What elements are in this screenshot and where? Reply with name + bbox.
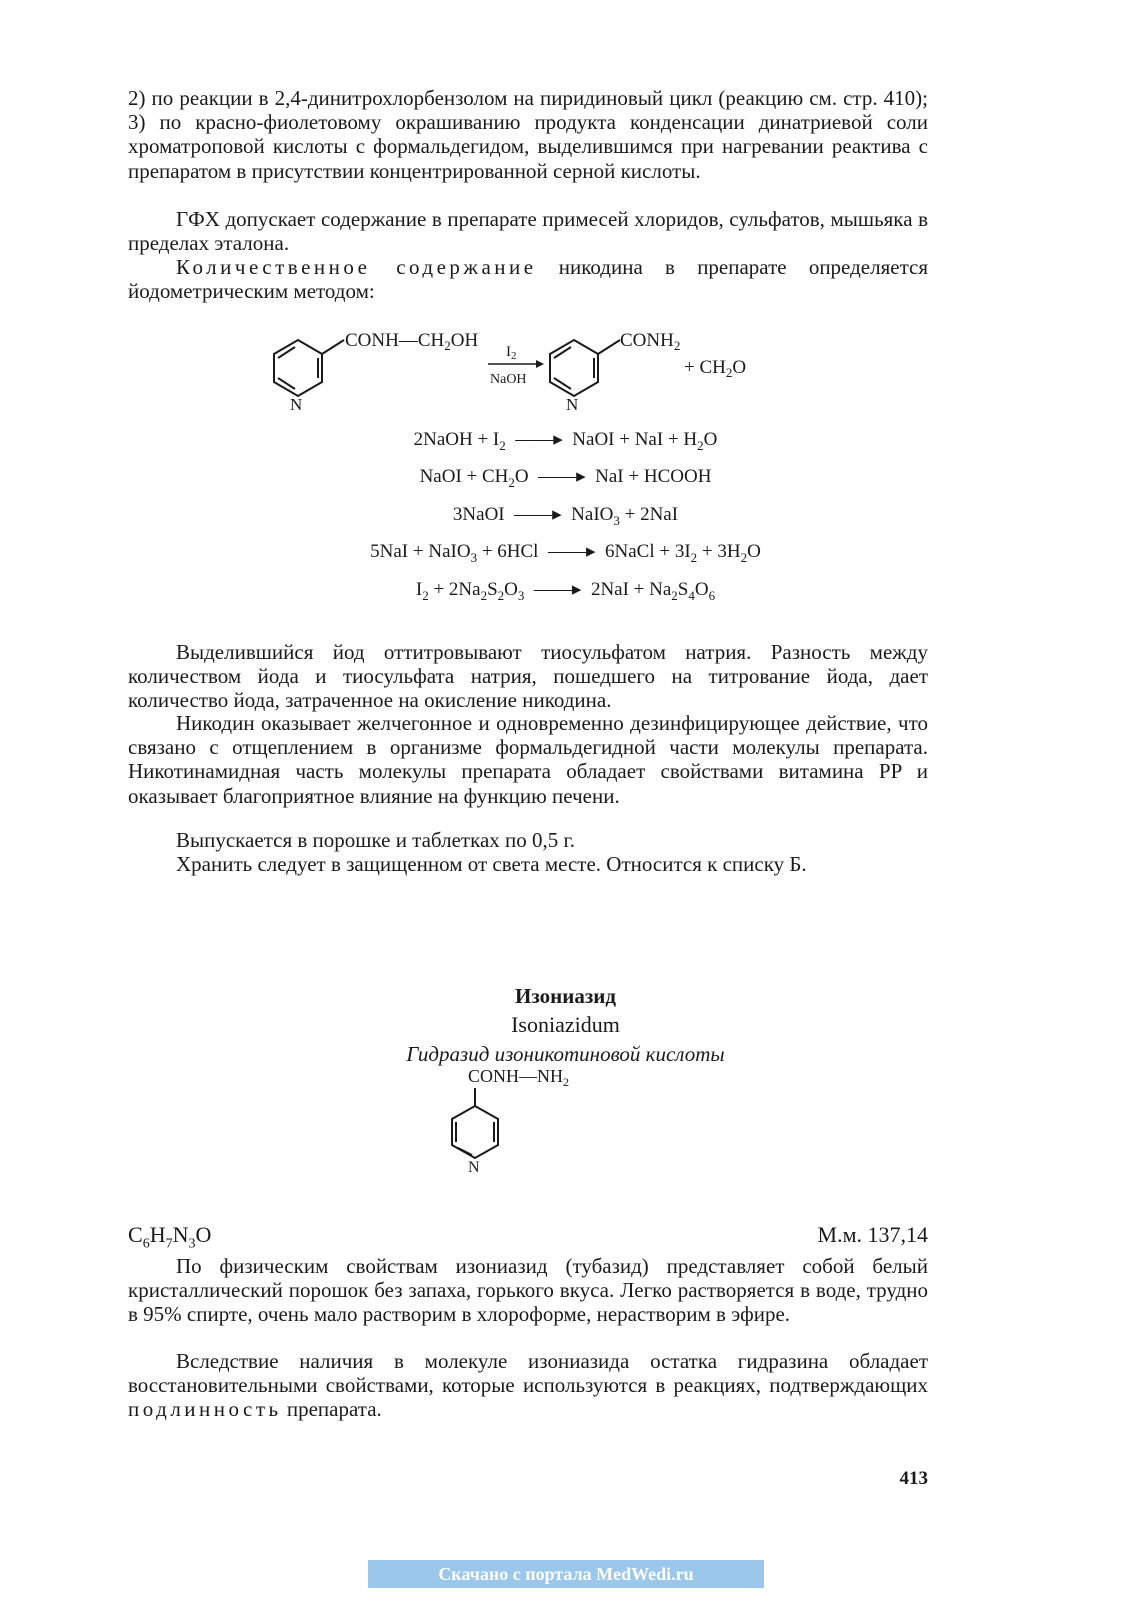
paragraph-text: никодина в препарате определяется йодометрическим методом:	[128, 255, 928, 304]
paragraph-text: Выделившийся йод оттитровывают тиосульфатом натрия. Разность между количеством йода и тиосульфата натрия, пошедшего на титрование йода, дает количество йода, затраченное на окисление никодина.	[128, 640, 928, 713]
paragraph-text: Выпускается в порошке и таблетках по 0,5 г.	[176, 828, 576, 852]
monograph-chemical-name: Гидразид изоникотиновой кислоты	[406, 1042, 725, 1066]
pyridine-ring-product	[550, 340, 620, 396]
paragraph-text: Хранить следует в защищенном от света месте. Относится к списку Б.	[176, 852, 807, 876]
molecular-formula: $C_6H_7N_3O$	[128, 1222, 212, 1252]
product-substituent-label: $CONH_2$	[620, 330, 681, 353]
isoniazid-structure	[420, 1060, 620, 1180]
equation-5: $I_2 + 2Na_2S_2O_3$ ——▸ $2NaI + Na_2S_4O_6$	[415, 579, 716, 603]
paragraph-text: Никодин оказывает желчегонное и одновременно дезинфицирующее действие, что связано с отщеплением в организме формальдегидной части молекулы препарата. Никотинамидная часть молекулы препарата обладает свойствами витамина PP и оказывает благоприятное влияние на функцию печени.	[128, 711, 928, 808]
equation-1: 2NaOH + $I_2$ ——▸ NaOI + NaI + $H_2O$	[413, 429, 718, 453]
paragraph-text: ГФХ допускает содержание в препарате примесей хлоридов, сульфатов, мышьяка в пределах эталона.	[128, 207, 928, 256]
paragraph-dosage-form	[128, 828, 928, 852]
paragraph-impurities	[128, 207, 928, 255]
pyridine-ring-isoniazid	[452, 1088, 498, 1158]
equation-4: 5NaI + NaIO$_3$ + 6HCl ——▸ 6NaCl + $3I_2 + 3H_2O$	[370, 541, 761, 565]
reactant-substituent-label: $CONH—CH_2OH$	[345, 330, 479, 353]
spaced-term: Количественное содержание	[176, 255, 537, 279]
pyridine-ring-reactant	[274, 340, 344, 396]
nicodin-reaction-scheme	[0, 310, 1131, 420]
paragraph-storage	[128, 852, 928, 876]
paragraph-action	[128, 711, 928, 808]
hydrazide-group-label: $CONH—NH_2$	[468, 1066, 570, 1089]
formaldehyde-byproduct-label: + $CH_2O$	[684, 357, 747, 380]
equation-3: 3NaOI ——▸ NaIO$_3$ + 2NaI	[452, 504, 679, 528]
ring-nitrogen-label: N	[468, 1159, 480, 1176]
paragraph-reducing-properties	[128, 1349, 928, 1422]
ring-nitrogen-label: N	[566, 395, 579, 414]
molar-mass: М.м. 137,14	[817, 1222, 928, 1247]
monograph-title-russian: Изониазид	[514, 984, 616, 1008]
paragraph-assay-intro	[128, 255, 928, 303]
paragraph-identification	[128, 86, 928, 183]
page-number: 413	[899, 1468, 928, 1489]
monograph-title-latin: Isoniazidum	[511, 1012, 620, 1037]
ring-nitrogen-label: N	[290, 395, 303, 414]
reaction-arrowhead	[536, 360, 544, 368]
spaced-term: подлинность	[128, 1397, 282, 1422]
paragraph-physical-properties	[128, 1254, 928, 1327]
download-watermark-banner: Скачано с портала MedWedi.ru	[368, 1560, 764, 1588]
paragraph-titration	[128, 640, 928, 713]
reagent-naoh-label: NaOH	[490, 372, 527, 387]
paragraph-text: По физическим свойствам изониазид (тубазид) представляет собой белый кристаллический порошок без запаха, горького вкуса. Легко растворяется в воде, трудно в 95% спирте, очень мало растворим в хлороформе, нерастворим в эфире.	[128, 1254, 928, 1327]
equation-2: NaOI + $CH_2O$ ——▸ NaI + HCOOH	[419, 466, 712, 490]
paragraph-text: препарата.	[281, 1397, 382, 1422]
paragraph-text: 2) по реакции в 2,4-динитрохлорбензолом на пиридиновый цикл (реакцию см. стр. 410); 3) по красно-фиолетовому окрашиванию продукта конденсации динатриевой соли хроматроповой кислоты с формальдегидом, выделившимся при нагревании реактива с препаратом в присутствии концентрированной серной кислоты.	[128, 86, 928, 183]
paragraph-text: Вследствие наличия в молекуле изониазида остатка гидразина обладает восстановительными свойствами, которые используются в реакциях, подтверждающих	[128, 1349, 928, 1398]
reagent-iodine-label: $I_2$	[506, 344, 517, 362]
